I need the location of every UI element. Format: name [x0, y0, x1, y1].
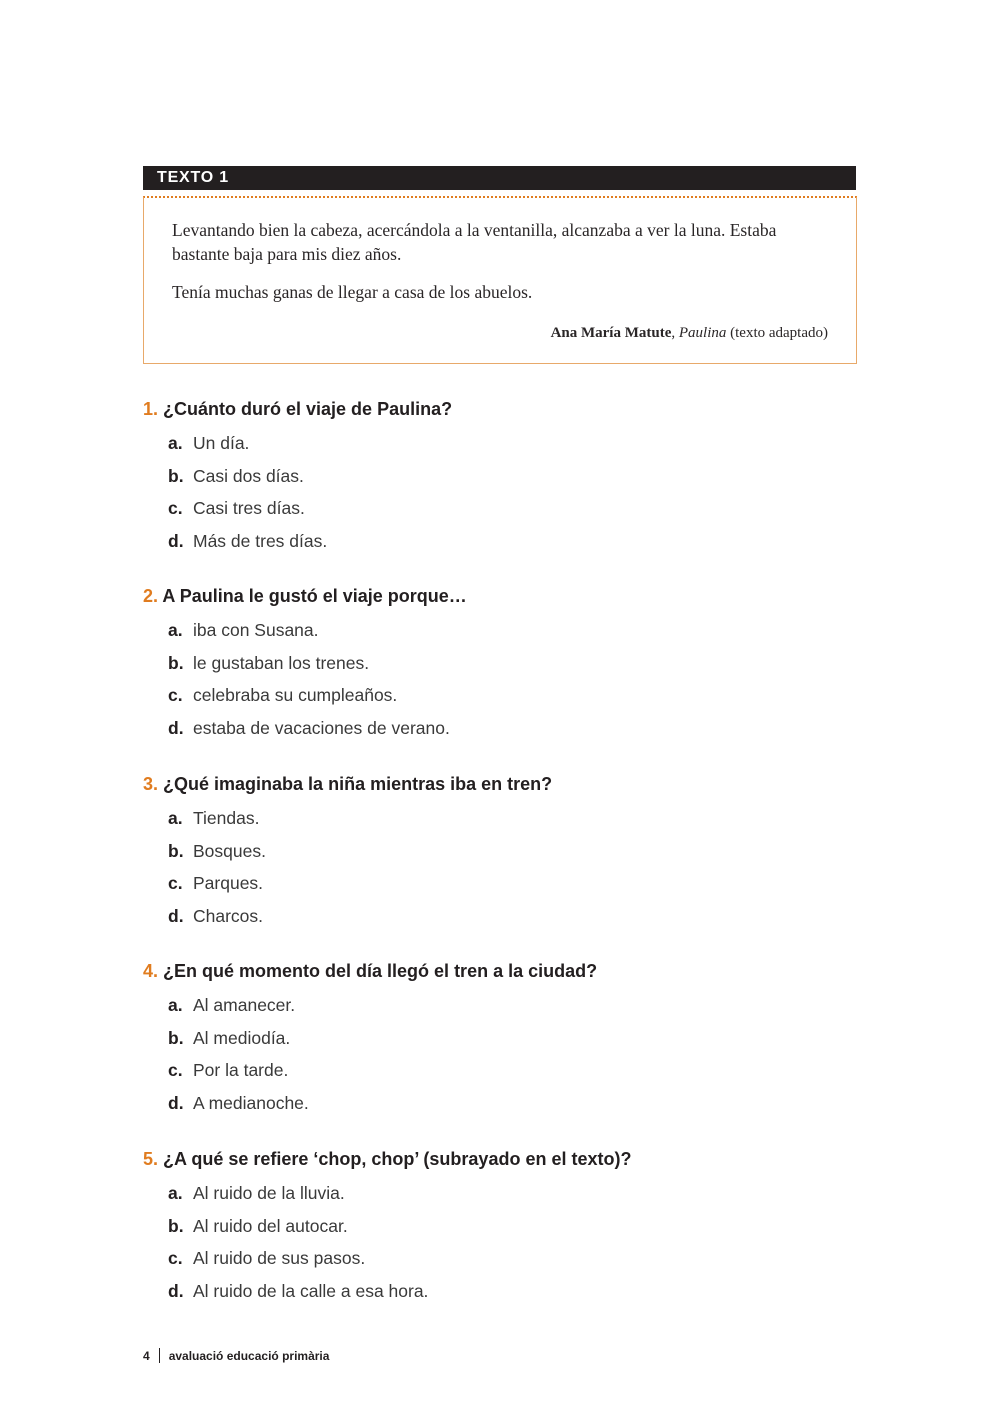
- question-title: [143, 772, 863, 796]
- question-text: A Paulina le gustó el viaje porque…: [162, 586, 467, 606]
- option-text: Al amanecer.: [193, 995, 296, 1015]
- answer-option-a[interactable]: [143, 1177, 863, 1210]
- option-text: estaba de vacaciones de verano.: [193, 717, 450, 738]
- option-letter: c.: [168, 685, 183, 705]
- option-text: iba con Susana.: [193, 620, 319, 640]
- option-text: le gustaban los trenes.: [193, 652, 370, 673]
- option-text: Tiendas.: [193, 808, 260, 828]
- question-1: [143, 397, 863, 557]
- option-text: Bosques.: [193, 840, 266, 861]
- question-number: 3.: [143, 774, 159, 794]
- source-work: Paulina: [678, 325, 727, 341]
- option-text: Por la tarde.: [193, 1060, 289, 1080]
- option-letter: b.: [168, 652, 184, 673]
- option-letter: a.: [168, 1183, 183, 1203]
- footer-divider: [159, 1348, 160, 1363]
- option-letter: c.: [168, 1060, 183, 1080]
- answer-option-c[interactable]: [143, 1054, 863, 1087]
- question-text: ¿A qué se refiere ‘chop, chop’ (subrayado en el texto)?: [163, 1149, 632, 1169]
- answer-option-a[interactable]: [143, 614, 863, 647]
- reading-paragraph-1: Levantando bien la cabeza, acercándola a la ventanilla, alcanzaba a ver la luna. Estaba bastante baja para mis diez años.: [172, 220, 777, 264]
- option-letter: d.: [168, 1280, 184, 1301]
- option-text: Más de tres días.: [193, 530, 328, 551]
- answer-option-c[interactable]: [143, 492, 863, 525]
- option-letter: d.: [168, 717, 184, 738]
- option-letter: a.: [168, 620, 183, 640]
- option-text: Parques.: [193, 873, 264, 893]
- answer-option-d[interactable]: [143, 712, 863, 745]
- answer-options: [143, 989, 863, 1119]
- answer-option-c[interactable]: [143, 867, 863, 900]
- answer-option-b[interactable]: [143, 835, 863, 868]
- answer-options: [143, 427, 863, 557]
- question-number: 4.: [143, 961, 159, 981]
- answer-option-c[interactable]: [143, 679, 863, 712]
- question-title: [143, 397, 863, 421]
- option-text: celebraba su cumpleaños.: [193, 685, 398, 705]
- option-text: Al ruido de la lluvia.: [193, 1183, 345, 1203]
- source-note: (texto adaptado): [730, 325, 828, 341]
- answer-options: [143, 614, 863, 744]
- option-text: Al mediodía.: [193, 1027, 291, 1048]
- answer-option-b[interactable]: [143, 1210, 863, 1243]
- answer-option-b[interactable]: [143, 460, 863, 493]
- answer-option-b[interactable]: [143, 1022, 863, 1055]
- question-number: 1.: [143, 399, 159, 419]
- question-text: ¿Cuánto duró el viaje de Paulina?: [163, 399, 453, 419]
- option-text: Al ruido de sus pasos.: [193, 1248, 366, 1268]
- option-text: Casi dos días.: [193, 465, 304, 486]
- question-3: [143, 772, 863, 932]
- option-text: Al ruido del autocar.: [193, 1215, 348, 1236]
- reading-paragraph-2: Tenía muchas ganas de llegar a casa de los abuelos.: [172, 282, 533, 302]
- answer-options: [143, 802, 863, 932]
- option-letter: a.: [168, 808, 183, 828]
- option-letter: b.: [168, 1215, 184, 1236]
- option-letter: b.: [168, 465, 184, 486]
- question-title: [143, 1147, 863, 1171]
- option-letter: c.: [168, 873, 183, 893]
- option-letter: c.: [168, 498, 183, 518]
- option-text: Al ruido de la calle a esa hora.: [193, 1280, 429, 1301]
- question-number: 2.: [143, 586, 159, 606]
- option-letter: b.: [168, 1027, 184, 1048]
- question-title: [143, 584, 863, 608]
- question-title: [143, 959, 863, 983]
- reading-source: [551, 325, 828, 342]
- answer-option-c[interactable]: [143, 1242, 863, 1275]
- option-letter: d.: [168, 905, 184, 926]
- answer-option-b[interactable]: [143, 647, 863, 680]
- publication-name: avaluació educació primària: [168, 1349, 330, 1363]
- page-number: 4: [143, 1349, 150, 1363]
- question-4: [143, 959, 863, 1119]
- question-text: ¿Qué imaginaba la niña mientras iba en tren?: [163, 774, 553, 794]
- reading-text-box: [143, 196, 857, 364]
- option-letter: b.: [168, 840, 184, 861]
- answer-option-d[interactable]: [143, 1275, 863, 1308]
- answer-option-a[interactable]: [143, 989, 863, 1022]
- page-footer: [143, 1347, 329, 1365]
- source-comma: ,: [671, 325, 676, 341]
- option-letter: a.: [168, 995, 183, 1015]
- answer-option-a[interactable]: [143, 427, 863, 460]
- option-text: Un día.: [193, 433, 250, 453]
- option-text: Charcos.: [193, 905, 264, 926]
- question-number: 5.: [143, 1149, 159, 1169]
- question-text: ¿En qué momento del día llegó el tren a la ciudad?: [163, 961, 598, 981]
- question-5: [143, 1147, 863, 1307]
- answer-option-d[interactable]: [143, 525, 863, 558]
- option-letter: d.: [168, 530, 184, 551]
- option-letter: d.: [168, 1092, 184, 1113]
- option-letter: c.: [168, 1248, 183, 1268]
- option-letter: a.: [168, 433, 183, 453]
- answer-option-a[interactable]: [143, 802, 863, 835]
- answer-option-d[interactable]: [143, 1087, 863, 1120]
- section-header: TEXTO 1: [143, 166, 856, 190]
- source-author: Ana María Matute: [550, 325, 672, 341]
- answer-option-d[interactable]: [143, 900, 863, 933]
- option-text: A medianoche.: [193, 1092, 309, 1113]
- option-text: Casi tres días.: [193, 498, 305, 518]
- answer-options: [143, 1177, 863, 1307]
- question-2: [143, 584, 863, 744]
